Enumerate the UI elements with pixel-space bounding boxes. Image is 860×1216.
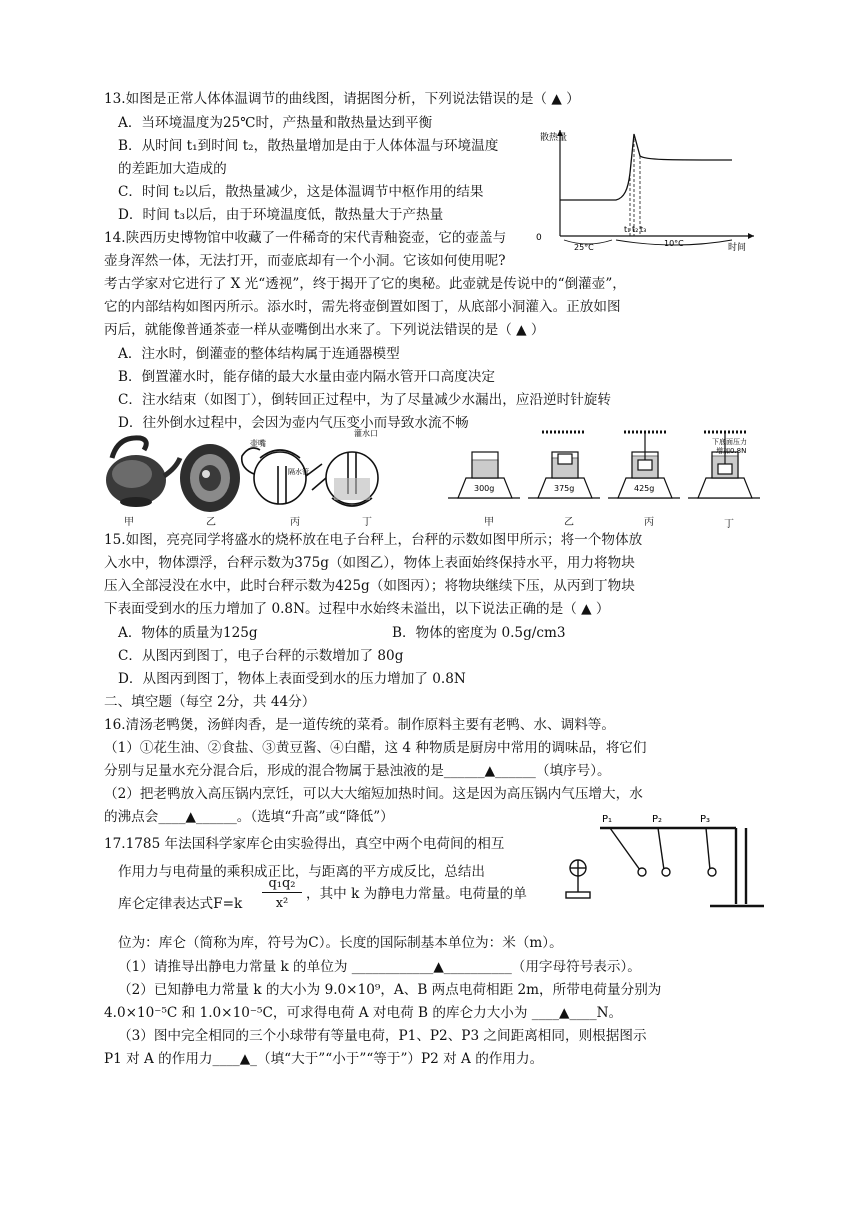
chart-temp-25: 25°C <box>574 243 594 252</box>
label-p2: P₂ <box>652 814 663 825</box>
chart-ylabel-line1: 散热量 <box>540 133 568 143</box>
q14-line4: 它的内部结构如图丙所示。添水时，需先将壶倒置如图丁，从底部小洞灌入。正放如图 <box>104 299 621 315</box>
section-heading: 二、填空题（每空 2分，共 44分） <box>104 694 316 710</box>
scale-caption-bing: 丙 <box>644 517 654 528</box>
scale-caption-yi: 乙 <box>564 517 574 528</box>
q15-line2: 入水中，物体漂浮，台秤示数为375g（如图乙），物体上表面始终保持水平，用力将物块 <box>104 555 635 571</box>
q14-option-a: A．注水时，倒灌壶的整体结构属于连通器模型 <box>118 346 400 362</box>
scale-caption-jia: 甲 <box>484 517 494 528</box>
coulomb-denominator: x² <box>275 896 289 911</box>
q14-line2: 壶身浑然一体，无法打开，而壶底却有一个小洞。它该如何使用呢? <box>104 253 506 269</box>
chart-t3: t₃ <box>640 225 647 234</box>
q17-line6: （2）已知静电力常量 k 的大小为 9.0×10⁹，A、B 两点电荷相距 2m，所带电荷量分别为 <box>118 982 662 998</box>
q14-line3: 考古学家对它进行了 X 光“透视”，终于揭开了它的奥秘。此壶就是传说中的“倒灌壶”， <box>104 276 626 292</box>
q13-option-a: A．当环境温度为25℃时，产热量和散热量达到平衡 <box>118 115 433 131</box>
body-temperature-heat-dissipation-chart <box>536 128 758 254</box>
label-hu-zui: 壶嘴 <box>250 439 266 448</box>
q14-line1: 14.陕西历史博物馆中收藏了一件稀奇的宋代青釉瓷壶，它的壶盖与 <box>104 230 507 246</box>
scale-reading-yi: 375g <box>554 484 575 493</box>
q17-line3a: 库仑定律表达式F=k <box>118 896 243 912</box>
label-ge-shui-guan: 隔水管 <box>288 468 309 476</box>
label-p3: P₃ <box>700 814 711 825</box>
q16-line5: 的沸点会____▲______。（选填“升高”或“降低”） <box>104 809 394 825</box>
q15-line4: 下表面受到水的压力增加了 0.8N。过程中水始终未溢出，以下说法正确的是（ ▲ ） <box>104 601 610 617</box>
ding-note-line1: 下底面压力 <box>712 438 747 446</box>
label-zhu-shui-kou: 灌水口 <box>354 429 378 438</box>
q17-line7: 4.0×10⁻⁵C 和 1.0×10⁻⁵C，可求得电荷 A 对电荷 B 的库仑力大小为 ____▲____N。 <box>104 1005 623 1021</box>
chart-origin: 0 <box>536 233 542 243</box>
coulomb-numerator: q₁q₂ <box>262 876 302 893</box>
q14-option-b: B．倒置灌水时，能存储的最大水量由壶内隔水管开口高度决定 <box>118 369 496 385</box>
q16-line4: （2）把老鸭放入高压锅内烹饪，可以大大缩短加热时间。这是因为高压锅内气压增大，水 <box>104 786 643 802</box>
q15-line3: 压入全部浸没在水中，此时台秤示数为425g（如图丙）；将物块继续下压，从丙到丁物块 <box>104 578 635 594</box>
q13-option-d: D．时间 t₃以后，由于环境温度低，散热量大于产热量 <box>118 207 444 223</box>
teapot-figures <box>100 428 390 524</box>
q13-option-b-line1: B．从时间 t₁到时间 t₂，散热量增加是由于人体体温与环境温度 <box>118 138 499 154</box>
q16-line2: （1）①花生油、②食盐、③黄豆酱、④白醋，这 4 种物质是厨房中常用的调味品，将它们 <box>104 740 647 756</box>
heat-dissipation-curve <box>560 134 732 200</box>
caption-ding: 丁 <box>362 517 372 528</box>
q13-option-b-line2: 的差距加大造成的 <box>118 161 227 177</box>
chart-t2: t₂ <box>632 225 639 234</box>
chart-t1: t₁ <box>624 225 631 234</box>
caption-jia: 甲 <box>124 517 134 528</box>
q16-line3: 分别与足量水充分混合后，形成的混合物属于悬浊液的是______▲______（填序号）。 <box>104 763 611 779</box>
q17-line8: （3）图中完全相同的三个小球带有等量电荷，P1、P2、P3 之间距离相同，则根据图示 <box>118 1028 647 1044</box>
q17-line9: P1 对 A 的作用力____▲_（填“大于”“小于”“等于”）P2 对 A 的作用力。 <box>104 1051 544 1067</box>
q13-stem: 13.如图是正常人体体温调节的曲线图，请据图分析，下列说法错误的是（ ▲ ） <box>104 91 580 107</box>
scale-caption-ding: 丁 <box>724 519 734 530</box>
ding-note-line2: 增加0.8N <box>716 447 747 455</box>
scale-reading-bing: 425g <box>634 484 655 493</box>
q17-line2: 作用力与电荷量的乘积成正比，与距离的平方成反比，总结出 <box>118 864 486 880</box>
scale-reading-jia: 300g <box>474 484 495 493</box>
q14-line5: 丙后，就能像普通茶壶一样从壶嘴倒出水来了。下列说法错误的是（ ▲ ） <box>104 322 545 338</box>
teapot-photo-yi <box>180 444 240 512</box>
caption-bing: 丙 <box>290 517 300 528</box>
q15-option-a: A．物体的质量为125g <box>118 625 258 641</box>
scale-figures <box>444 428 764 512</box>
chart-xlabel: 时间 <box>728 243 747 253</box>
q15-option-b: B．物体的密度为 0.5g/cm3 <box>392 625 566 641</box>
label-p1: P₁ <box>602 814 613 825</box>
chart-temp-10: 10°C <box>664 239 684 248</box>
q17-line3b: ，其中 k 为静电力常量。电荷量的单 <box>306 886 527 902</box>
q17-line4: 位为：库仑（简称为库，符号为C）。长度的国际制基本单位为：米（m）。 <box>118 935 563 951</box>
q16-line1: 16.清汤老鸭煲，汤鲜肉香，是一道传统的菜肴。制作原料主要有老鸭、水、调料等。 <box>104 717 615 733</box>
q15-line1: 15.如图，亮亮同学将盛水的烧杯放在电子台秤上，台秤的示数如图甲所示；将一个物体放 <box>104 532 643 548</box>
caption-yi: 乙 <box>206 517 216 528</box>
q15-option-d: D．从图丙到图丁，物体上表面受到水的压力增加了 0.8N <box>118 671 466 687</box>
teapot-diagram-bing <box>242 448 322 504</box>
q17-line5: （1）请推导出静电力常量 k 的单位为 ____________▲__________（用字母符号表示）。 <box>118 959 641 975</box>
q14-option-c: C．注水结束（如图丁），倒转回正过程中，为了尽量减少水漏出，应沿逆时针旋转 <box>118 392 611 408</box>
q15-option-c: C．从图丙到图丁，电子台秤的示数增加了 80g <box>118 648 404 664</box>
q14-option-d: D．往外倒水过程中，会因为壶内气压变小而导致水流不畅 <box>118 415 469 431</box>
coulomb-apparatus-figure <box>560 808 764 912</box>
q17-line1: 17.1785 年法国科学家库仑由实验得出，真空中两个电荷间的相互 <box>104 836 505 852</box>
teapot-photo-jia <box>106 438 180 507</box>
q13-option-c: C．时间 t₂以后，散热量减少，这是体温调节中枢作用的结果 <box>118 184 484 200</box>
